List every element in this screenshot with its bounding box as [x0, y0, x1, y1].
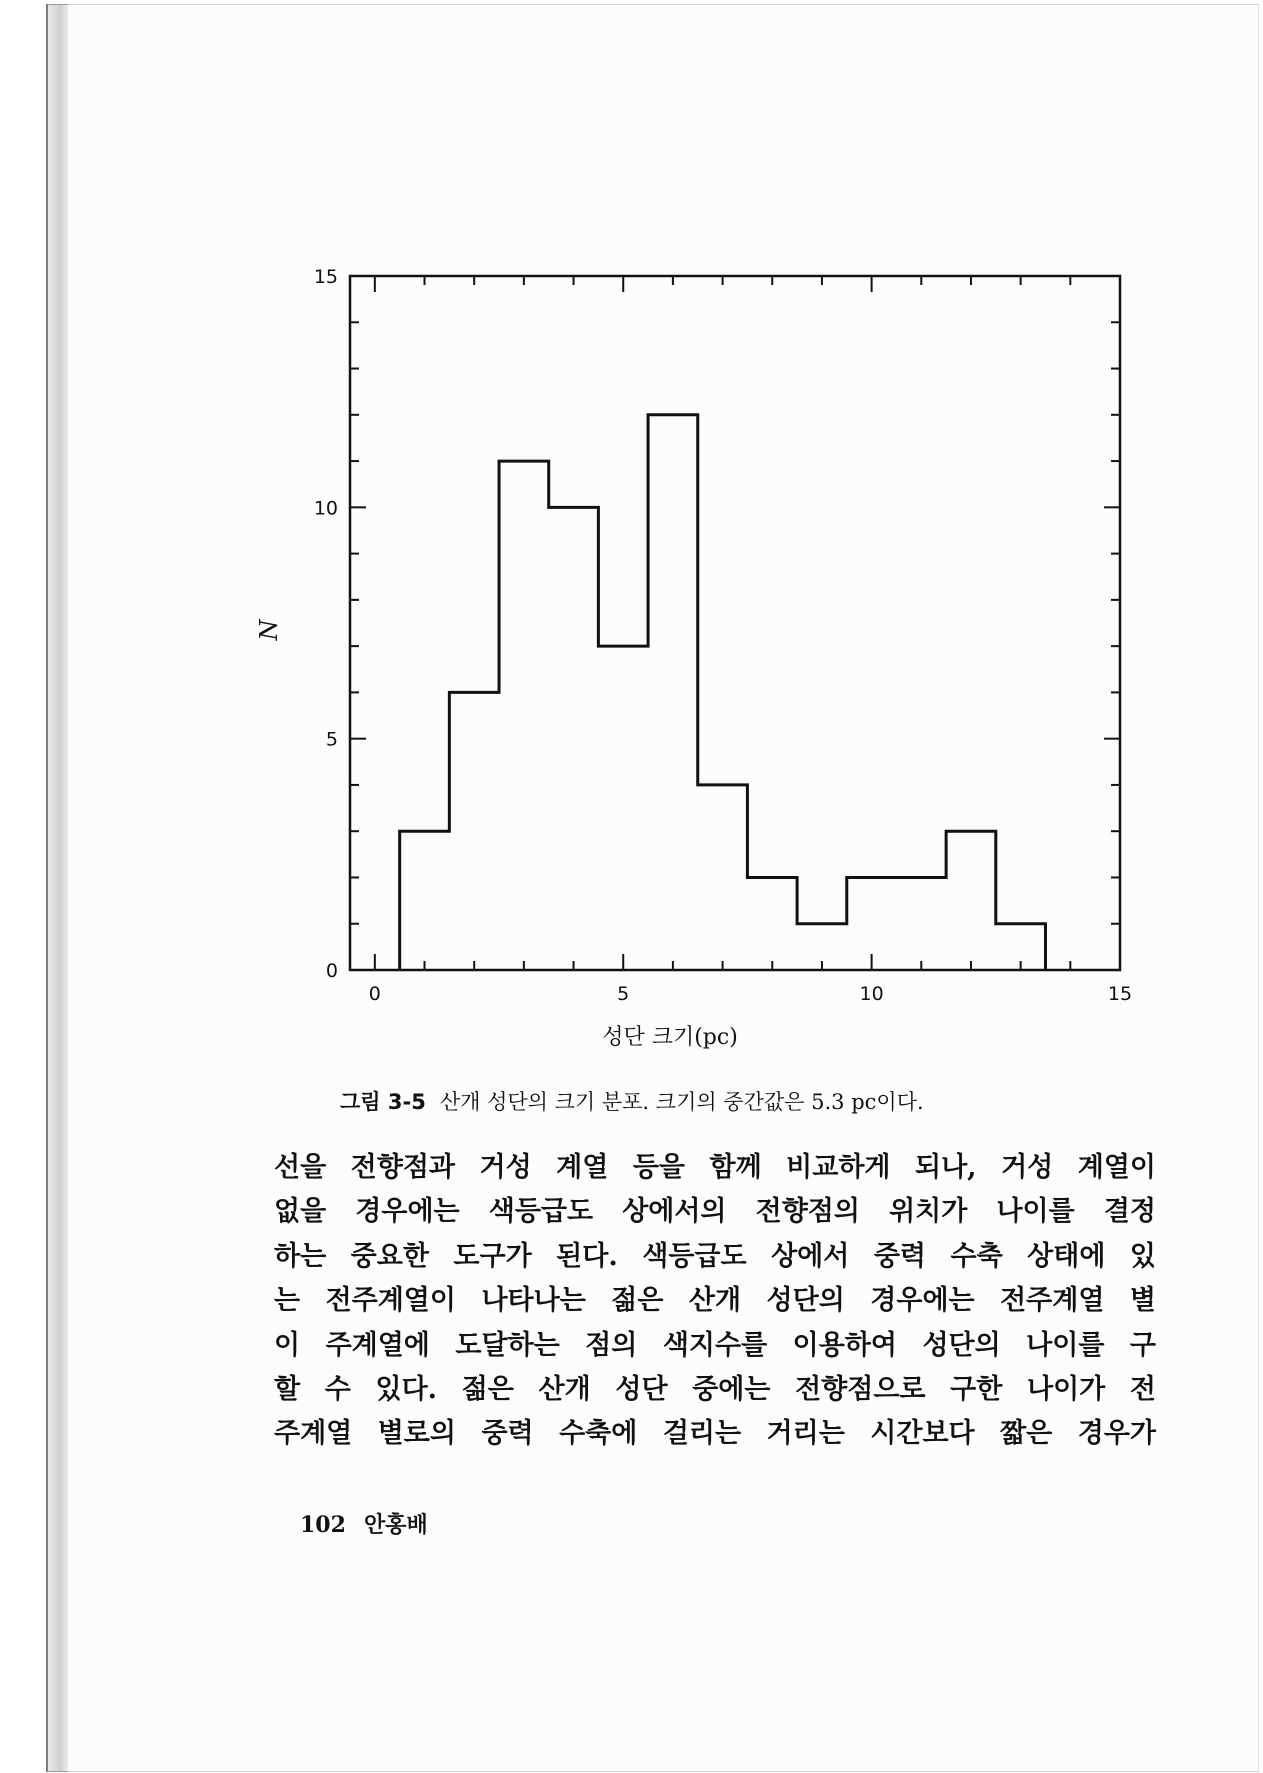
caption-text: 산개 성단의 크기 분포. 크기의 중간값은 5.3 pc이다. [439, 1090, 924, 1114]
x-axis-label: 성단 크기(pc) [602, 1025, 738, 1050]
y-tick-label: 10 [313, 497, 338, 520]
histogram-series [400, 415, 1046, 970]
body-line: 주계열 별로의 중력 수축에 걸리는 거리는 시간보다 짧은 경우가 [274, 1418, 1156, 1450]
body-paragraph [274, 1146, 1156, 1457]
body-line: 할 수 있다. 젊은 산개 성단 중에는 전향점으로 구한 나이가 전 [274, 1373, 1156, 1405]
body-line: 선을 전향점과 거성 계열 등을 함께 비교하게 되나, 거성 계열이 [274, 1152, 1156, 1183]
body-line: 는 전주계열이 나타나는 젊은 산개 성단의 경우에는 전주계열 별 [274, 1285, 1156, 1317]
y-axis-label: N [255, 619, 283, 641]
x-tick-label: 0 [368, 983, 381, 1005]
figure-caption [340, 1086, 1140, 1116]
author-name: 안홍배 [363, 1512, 428, 1538]
body-line: 하는 중요한 도구가 된다. 색등급도 상에서 중력 수축 상태에 있 [274, 1240, 1156, 1272]
figure-number: 그림 3-5 [340, 1090, 426, 1114]
body-line: 이 주계열에 도달하는 점의 색지수를 이용하여 성단의 나이를 구 [274, 1329, 1156, 1361]
body-line: 없을 경우에는 색등급도 상에서의 전향점의 위치가 나이를 결정 [274, 1196, 1156, 1228]
x-tick-label: 15 [1107, 983, 1133, 1005]
y-tick-label: 15 [313, 266, 338, 288]
y-tick-label: 0 [325, 960, 338, 982]
page-number: 102 [300, 1512, 346, 1538]
page-footer [300, 1508, 428, 1539]
plot-frame [350, 276, 1120, 970]
y-tick-label: 5 [325, 728, 338, 751]
x-tick-label: 5 [617, 983, 630, 1005]
x-tick-label: 10 [859, 983, 884, 1005]
